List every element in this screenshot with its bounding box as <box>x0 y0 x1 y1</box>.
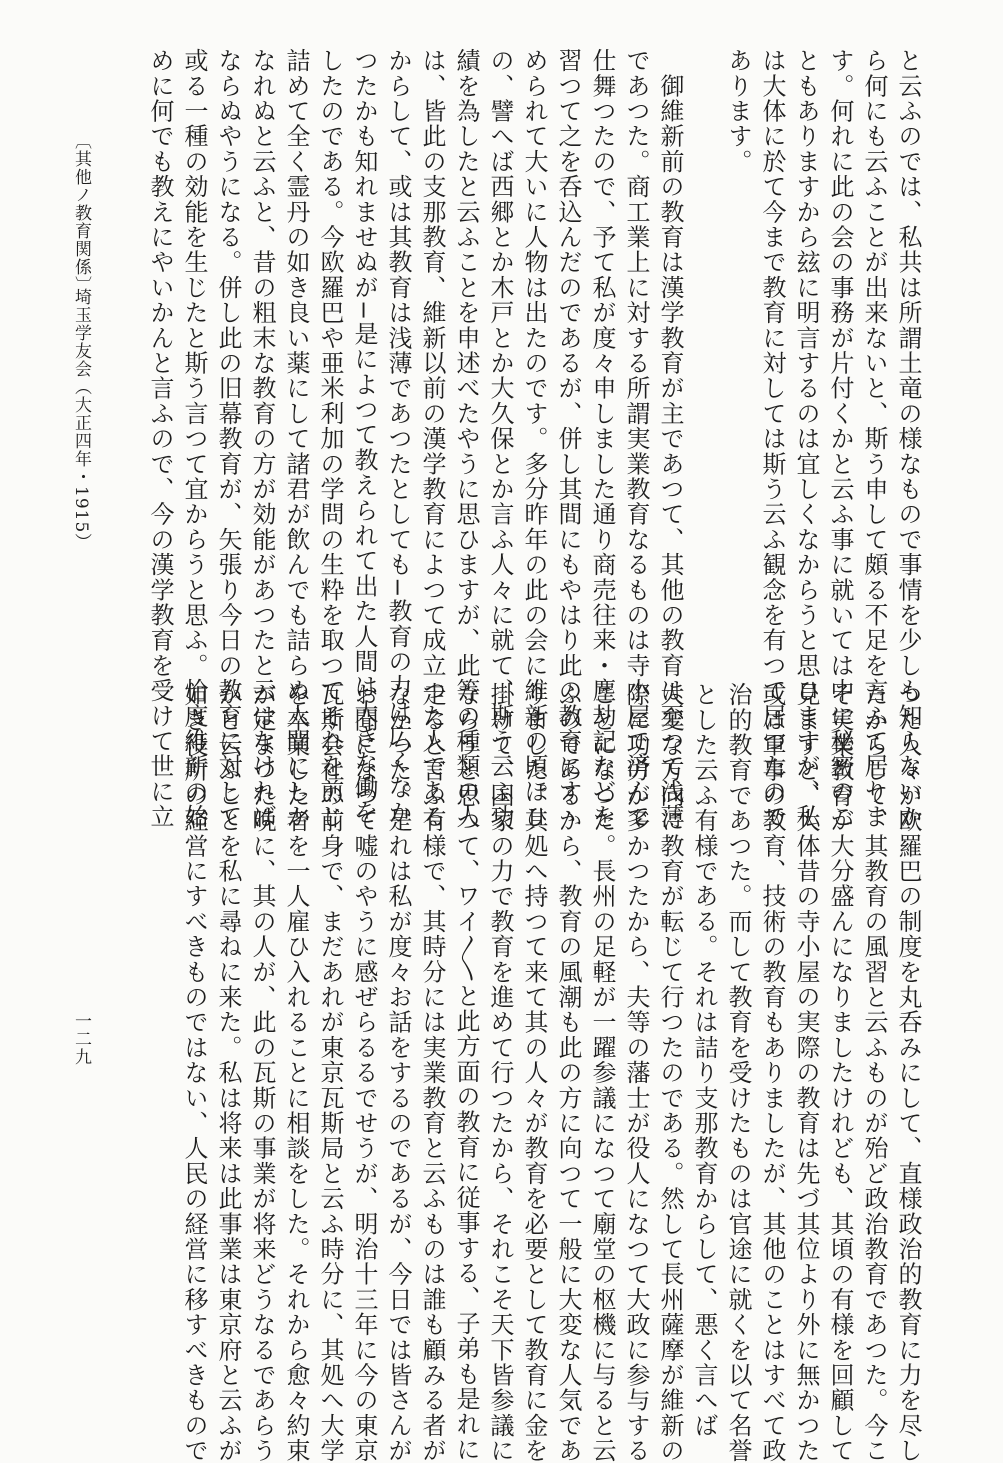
text-line: 掛けて、国家の力で教育を進めて行つたから、それこそ天下皆参議に <box>486 682 514 1463</box>
text-line: 仕舞つたので、予て私が度々申しました通り商売往来・塵劫記などを <box>588 48 616 830</box>
text-line: ら何にも云ふことが出来ないと、斯う申して頗る不足を言ふて居りま <box>860 48 888 830</box>
text-line: 或は軍事の教育、技術の教育もありましたが、其他のことはすべて政 <box>758 682 786 1463</box>
text-line: とした云ふ有様である。それは詰り支那教育からして、悪く言へば <box>690 682 718 1438</box>
text-line: 御維新前の教育は漢学教育が主であつて、其他の教育は至つて浅薄 <box>656 48 684 830</box>
text-line: したのである。今欧羅巴や亜米利加の学問の生粋を取つてそれを煎じ <box>316 48 344 830</box>
text-line: つた人々が欧羅巴の制度を丸呑みにして、直様政治的教育に力を尽し <box>894 682 922 1463</box>
text-line: す。何れに此の会の事務が片付くかと云ふ事に就いては中に秘密のこ <box>826 48 854 830</box>
text-line: は、皆此の支那教育、維新以前の漢学教育によつて成立つた人である <box>418 48 446 830</box>
text-line: お聞になつて嘘のやうに感ぜらるるでせうが、明治十三年に今の東京 <box>350 682 378 1463</box>
text-line: であつた。商工業上に対する所謂実業教育なるものは寺小屋で済んで <box>622 48 650 830</box>
margin-category: 〔其他ノ教育関係〕 <box>71 132 91 294</box>
text-line: ならぬやうになる。併し此の旧幕教育が、矢張り今日の教育に対して <box>214 48 242 830</box>
text-line: ならうと思つて、ワイ〳〵と此方面の教育に従事する、子弟も是れに <box>452 682 480 1462</box>
text-line: 詰めて全く霊丹の如き良い薬にして諸君が飲んでも詰らぬ人間にしか <box>282 48 310 830</box>
text-line: 見ますと、大体昔の寺小屋の実際の教育は先づ其位より外に無かつた <box>792 682 820 1463</box>
text-line: は大体に於て今まで教育に対しては斯う云ふ観念を有つて居つたので <box>758 48 786 830</box>
text-line: ふのであるから、教育の風潮も此の方に向つて一般に大変な人気であ <box>554 682 582 1463</box>
text-line: 習つて之を呑込んだのであるが、併し其間にもやはり此の教育にすゝ <box>554 48 582 830</box>
text-line: たからして、其教育の風習と云ふものが殆ど政治教育であつた。今こ <box>860 682 888 1463</box>
text-line: あります。 <box>724 48 752 174</box>
text-line: ともありますから玆に明言するのは宜しくなからうと思ひますが、私 <box>792 48 820 830</box>
text-line: を卒業した者を一人雇ひ入れることに相談をした。それから愈々約束 <box>282 682 310 1463</box>
text-line: なれぬと云ふと、昔の粗末な教育の方が効能があつたと云はなければ <box>248 48 276 830</box>
text-line: が定まつた晩に、其の人が、此の瓦斯の事業が将来どうなるであらう <box>248 682 276 1463</box>
text-line: 瓦斯会社の前身で、まだあれが東京瓦斯局と云ふ時分に、其処へ大学 <box>316 682 344 1463</box>
text-line: ことになつた。長州の足軽が一躍参議になつて廟堂の枢機に与ると云 <box>588 682 616 1463</box>
text-line: と云ふのでは、私共は所謂土竜の様なもので事情を少しも知らないか <box>894 48 922 830</box>
text-line: 大変な方向に教育が転じて行つたのである。然して長州薩摩が維新の <box>656 682 684 1463</box>
text-line: められて大いに人物は出たのです。多分昨年の此の会に維新の頃ほひ <box>520 48 548 830</box>
text-line: からして、或は其教育は浅薄であつたとしても−教育の力は広くなか <box>384 48 412 826</box>
text-line: 績を為したと云ふことを申述べたやうに思ひますが、此等の種類の人 <box>452 48 480 830</box>
text-line: めに何でも教えにやいかんと言ふので、今の漢学教育を受けて世に立 <box>146 48 174 830</box>
text-line: つたかも知れませぬが−是によつて教えられて出た人間は大きな働を <box>350 48 378 826</box>
page-number: 一二九 <box>71 1012 91 1066</box>
text-line: かと云ふことを私に尋ねに来た。私は将来は此事業は東京府と云ふが <box>214 682 242 1463</box>
text-line: 走ると言ふ有様で、其時分には実業教育と云ふものは誰も顧みる者が <box>418 682 446 1463</box>
margin-publication: 埼玉学友会（大正四年・1915） <box>71 288 91 552</box>
text-line: 際に功労が多かつたから、夫等の藩士が役人になつて大政に参与する <box>622 682 650 1463</box>
text-line: 或る一種の効能を生じたと斯う言つて宜からうと思ふ。恰度維新の始 <box>180 48 208 830</box>
text-line: そ実業教育が大分盛んになりましたけれども、其頃の有様を回顧して <box>826 682 854 1463</box>
text-line: 治的教育であつた。而して教育を受けたものは官途に就くを以て名誉 <box>724 682 752 1463</box>
text-line: なかつた。是れは私が度々お話をするのであるが、今日では皆さんが <box>384 682 412 1463</box>
text-line: の、譬へば西郷とか木戸とか大久保とか言ふ人々に就て、斯う云ふ功 <box>486 48 514 830</box>
text-line: 如き役所の経営にすべきものではない、人民の経営に移すべきもので <box>180 682 208 1463</box>
text-line: りました。其処へ持つて来て其の人々が教育を必要として教育に金を <box>520 682 548 1463</box>
